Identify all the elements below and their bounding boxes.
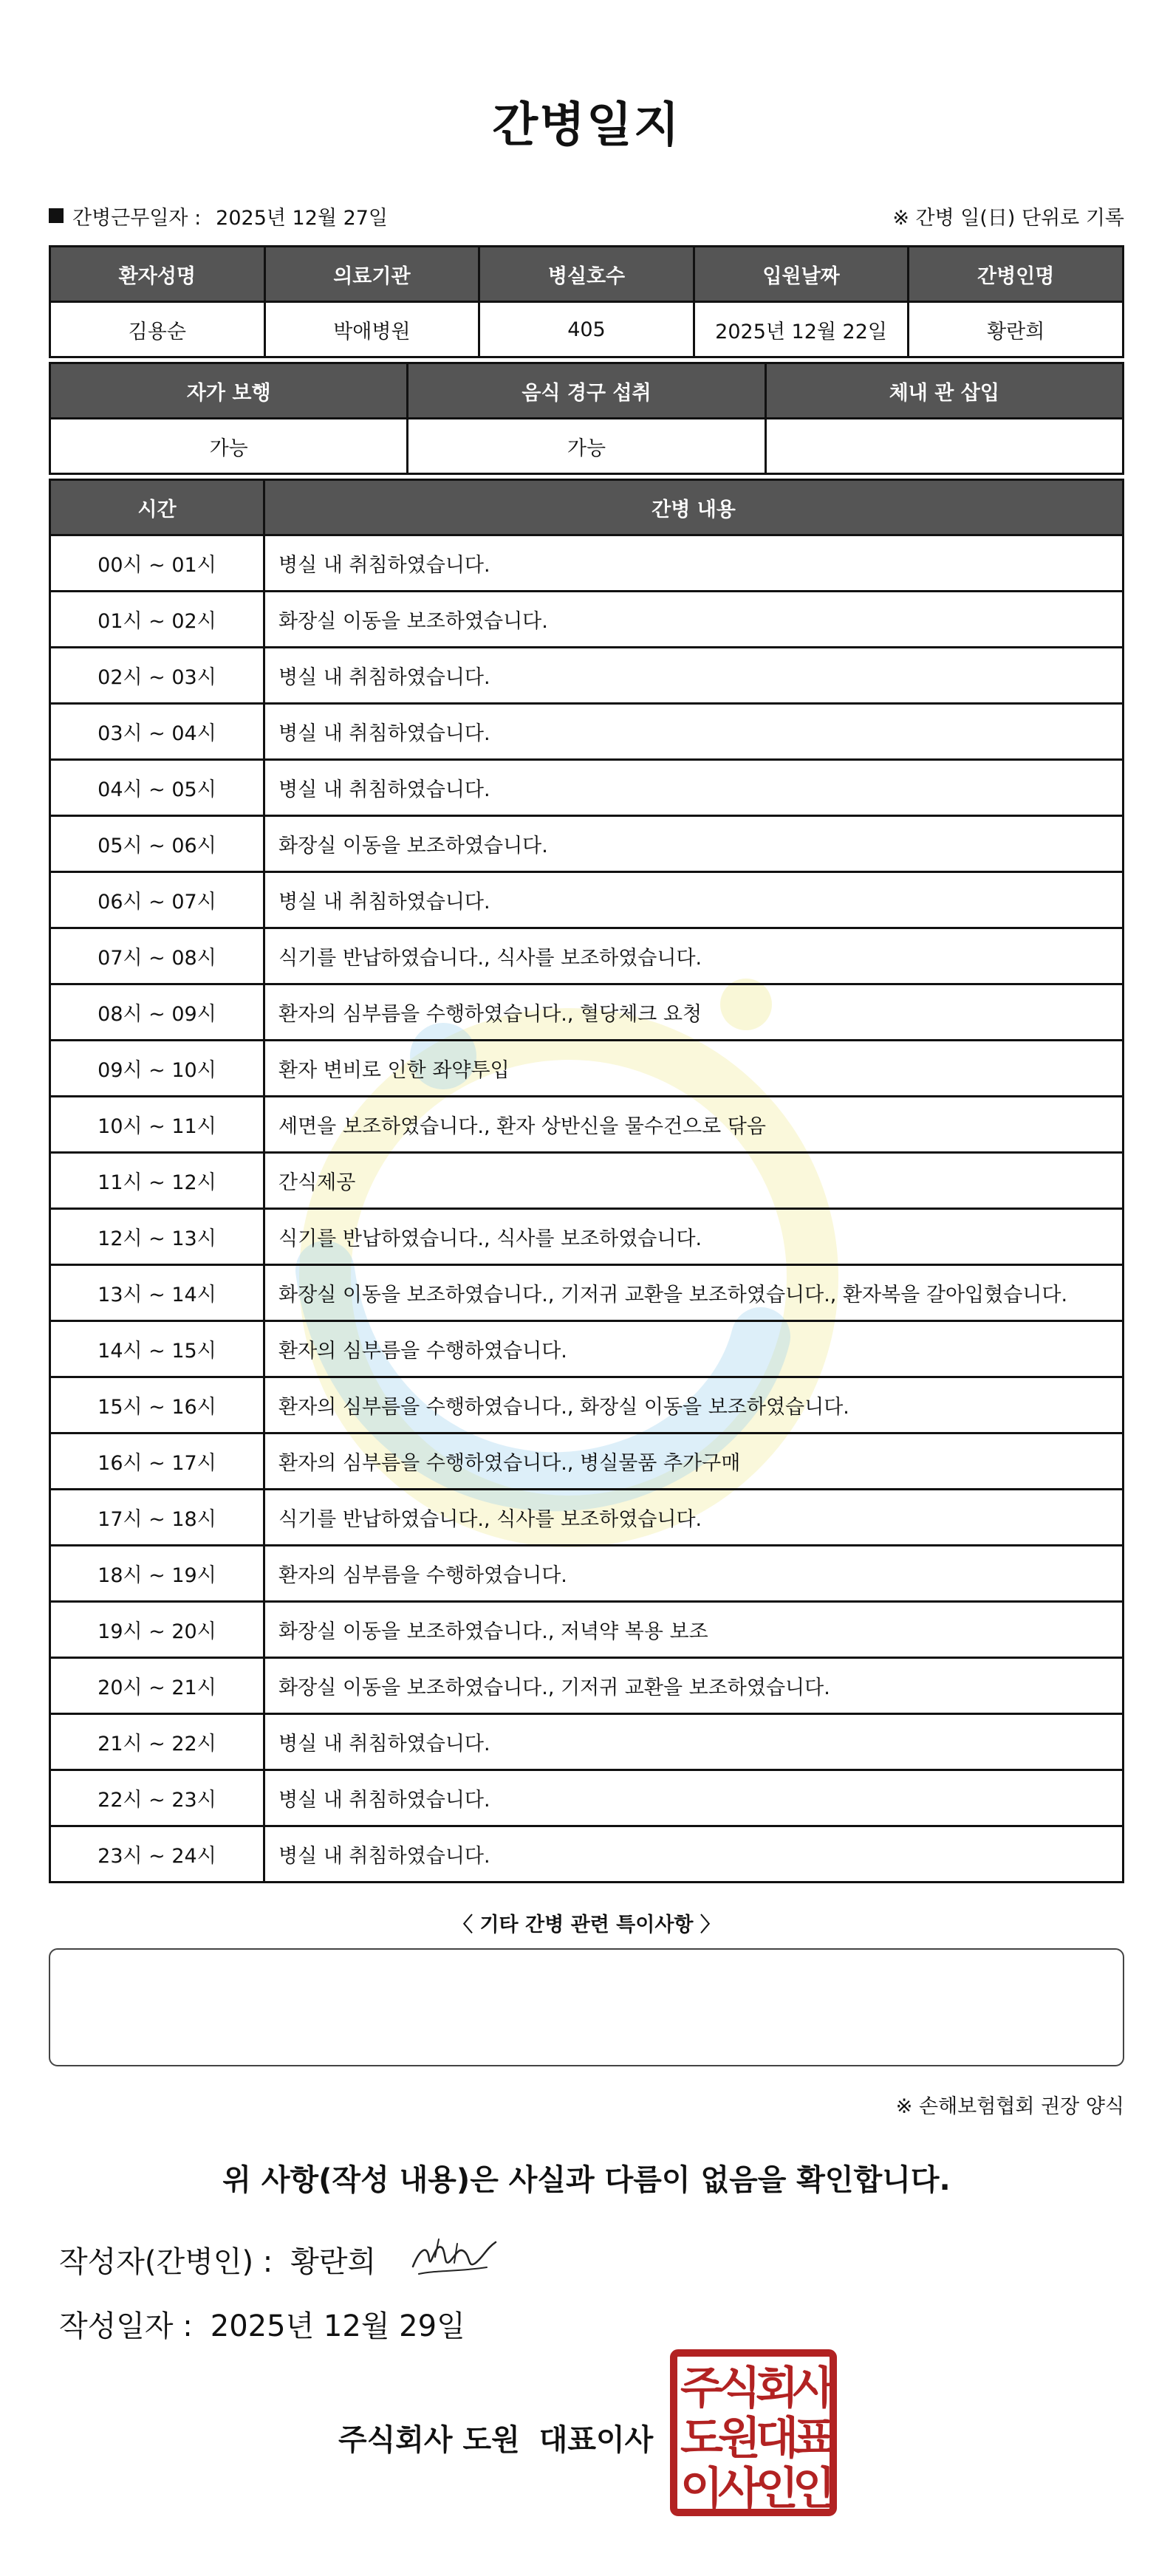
log-content: 식기를 반납하였습니다., 식사를 보조하였습니다. <box>264 1209 1124 1265</box>
log-time: 13시 ~ 14시 <box>50 1265 264 1321</box>
log-content: 환자의 심부름을 수행하였습니다. <box>264 1321 1124 1377</box>
daily-record-note: ※ 간병 일(日) 단위로 기록 <box>892 206 1124 230</box>
log-time: 22시 ~ 23시 <box>50 1770 264 1826</box>
log-content: 병실 내 취침하였습니다. <box>264 648 1124 704</box>
log-time: 05시 ~ 06시 <box>50 816 264 872</box>
table-row <box>50 1658 1124 1714</box>
table-row <box>50 1153 1124 1209</box>
log-content: 병실 내 취침하였습니다. <box>264 1770 1124 1826</box>
log-time: 20시 ~ 21시 <box>50 1658 264 1714</box>
table-row <box>50 648 1124 704</box>
svg-text:원: 원 <box>718 2413 761 2464</box>
patient-info-header-row <box>50 247 1124 302</box>
log-content: 환자의 심부름을 수행하였습니다., 화장실 이동을 보조하였습니다. <box>264 1377 1124 1433</box>
log-time: 01시 ~ 02시 <box>50 592 264 648</box>
log-time: 04시 ~ 05시 <box>50 760 264 816</box>
log-time: 19시 ~ 20시 <box>50 1602 264 1658</box>
svg-text:도: 도 <box>680 2413 723 2464</box>
oral-intake-value: 가능 <box>408 419 765 474</box>
table-row <box>50 535 1124 592</box>
svg-text:이: 이 <box>680 2463 723 2515</box>
log-content: 세면을 보조하였습니다., 환자 상반신을 물수건으로 닦음 <box>264 1097 1124 1153</box>
patient-info-table <box>49 245 1124 358</box>
header-tube-insertion: 체내 관 삽입 <box>765 363 1123 419</box>
company-row <box>338 2416 653 2459</box>
patient-status-table <box>49 362 1124 475</box>
other-notes-box <box>49 1948 1124 2066</box>
header-hospital: 의료기관 <box>264 247 479 302</box>
care-log-header-row <box>50 480 1124 535</box>
svg-text:대: 대 <box>756 2413 798 2464</box>
table-row <box>50 1321 1124 1377</box>
log-content: 병실 내 취침하였습니다. <box>264 535 1124 592</box>
write-date-row <box>59 2303 465 2345</box>
log-content: 환자의 심부름을 수행하였습니다., 병실물품 추가구매 <box>264 1433 1124 1490</box>
table-row <box>50 1377 1124 1433</box>
other-notes-title: 〈 기타 간병 관련 특이사항 〉 <box>453 1914 720 1936</box>
table-row <box>50 1770 1124 1826</box>
status-value-row <box>50 419 1124 474</box>
work-date-value: 2025년 12월 27일 <box>216 206 389 230</box>
svg-text:사: 사 <box>793 2363 835 2414</box>
log-time: 10시 ~ 11시 <box>50 1097 264 1153</box>
svg-text:주: 주 <box>680 2363 723 2414</box>
log-time: 21시 ~ 22시 <box>50 1714 264 1770</box>
log-content: 병실 내 취침하였습니다. <box>264 760 1124 816</box>
log-time: 09시 ~ 10시 <box>50 1041 264 1097</box>
hospital-name: 박애병원 <box>264 302 479 357</box>
header-time: 시간 <box>50 480 264 535</box>
log-content: 환자의 심부름을 수행하였습니다. <box>264 1546 1124 1602</box>
confirmation-statement: 위 사항(작성 내용)은 사실과 다름이 없음을 확인합니다. <box>222 2163 951 2197</box>
log-time: 00시 ~ 01시 <box>50 535 264 592</box>
table-row <box>50 1714 1124 1770</box>
svg-text:표: 표 <box>793 2413 835 2464</box>
admission-date: 2025년 12월 22일 <box>694 302 909 357</box>
form-source-note: ※ 손해보험협회 권장 양식 <box>895 2095 1124 2118</box>
svg-text:회: 회 <box>756 2363 798 2414</box>
log-content: 화장실 이동을 보조하였습니다. <box>264 592 1124 648</box>
patient-info-value-row <box>50 302 1124 357</box>
header-self-walking: 자가 보행 <box>50 363 408 419</box>
log-content: 화장실 이동을 보조하였습니다., 기저귀 교환을 보조하였습니다. <box>264 1658 1124 1714</box>
log-content: 환자 변비로 인한 좌약투입 <box>264 1041 1124 1097</box>
log-time: 12시 ~ 13시 <box>50 1209 264 1265</box>
black-square-icon <box>49 208 64 223</box>
caregiver-name: 황란희 <box>909 302 1124 357</box>
table-row <box>50 1602 1124 1658</box>
writer-row <box>59 2233 502 2285</box>
patient-name: 김용순 <box>50 302 265 357</box>
svg-text:인: 인 <box>756 2463 798 2515</box>
writer-label: 작성자(간병인) : <box>59 2244 273 2279</box>
table-row <box>50 1265 1124 1321</box>
self-walking-value: 가능 <box>50 419 408 474</box>
log-content: 병실 내 취침하였습니다. <box>264 872 1124 928</box>
table-row <box>50 872 1124 928</box>
room-number: 405 <box>479 302 694 357</box>
table-row <box>50 704 1124 760</box>
log-time: 18시 ~ 19시 <box>50 1546 264 1602</box>
log-content: 환자의 심부름을 수행하였습니다., 혈당체크 요청 <box>264 984 1124 1041</box>
header-admission-date: 입원날짜 <box>694 247 909 302</box>
table-row <box>50 984 1124 1041</box>
svg-text:식: 식 <box>718 2363 761 2414</box>
table-row <box>50 816 1124 872</box>
page-title: 간병일지 <box>492 98 681 153</box>
log-time: 03시 ~ 04시 <box>50 704 264 760</box>
write-date-label: 작성일자 : <box>59 2309 193 2343</box>
svg-text:인: 인 <box>793 2463 835 2515</box>
table-row <box>50 1433 1124 1490</box>
write-date-value: 2025년 12월 29일 <box>210 2309 465 2343</box>
log-content: 화장실 이동을 보조하였습니다., 저녁약 복용 보조 <box>264 1602 1124 1658</box>
table-row <box>50 1041 1124 1097</box>
log-content: 간식제공 <box>264 1153 1124 1209</box>
table-row <box>50 928 1124 984</box>
log-time: 07시 ~ 08시 <box>50 928 264 984</box>
log-time: 02시 ~ 03시 <box>50 648 264 704</box>
company-name: 주식회사 도원 <box>338 2423 520 2457</box>
writer-name: 황란희 <box>290 2244 377 2279</box>
log-time: 14시 ~ 15시 <box>50 1321 264 1377</box>
log-time: 15시 ~ 16시 <box>50 1377 264 1433</box>
tube-insertion-value <box>765 419 1123 474</box>
table-row <box>50 760 1124 816</box>
table-row <box>50 1097 1124 1153</box>
table-row <box>50 1826 1124 1883</box>
care-log-table <box>49 479 1124 1883</box>
log-content: 화장실 이동을 보조하였습니다. <box>264 816 1124 872</box>
log-time: 11시 ~ 12시 <box>50 1153 264 1209</box>
svg-text:사: 사 <box>718 2463 761 2515</box>
log-time: 16시 ~ 17시 <box>50 1433 264 1490</box>
work-date-label: 간병근무일자 : <box>72 206 202 230</box>
log-content: 화장실 이동을 보조하였습니다., 기저귀 교환을 보조하였습니다., 환자복을 갈아입혔습니다. <box>264 1265 1124 1321</box>
log-content: 병실 내 취침하였습니다. <box>264 1714 1124 1770</box>
log-time: 23시 ~ 24시 <box>50 1826 264 1883</box>
log-time: 08시 ~ 09시 <box>50 984 264 1041</box>
table-row <box>50 592 1124 648</box>
log-content: 병실 내 취침하였습니다. <box>264 1826 1124 1883</box>
work-date-row <box>49 201 1124 230</box>
header-room: 병실호수 <box>479 247 694 302</box>
header-caregiver-name: 간병인명 <box>909 247 1124 302</box>
table-row <box>50 1546 1124 1602</box>
header-patient-name: 환자성명 <box>50 247 265 302</box>
log-time: 17시 ~ 18시 <box>50 1490 264 1546</box>
log-content: 식기를 반납하였습니다., 식사를 보조하였습니다. <box>264 928 1124 984</box>
log-content: 식기를 반납하였습니다., 식사를 보조하였습니다. <box>264 1490 1124 1546</box>
table-row <box>50 1490 1124 1546</box>
status-header-row <box>50 363 1124 419</box>
company-seal-icon <box>669 2349 838 2517</box>
log-time: 06시 ~ 07시 <box>50 872 264 928</box>
signature-icon <box>406 2233 502 2285</box>
company-role: 대표이사 <box>538 2423 654 2457</box>
log-content: 병실 내 취침하였습니다. <box>264 704 1124 760</box>
header-oral-intake: 음식 경구 섭취 <box>408 363 765 419</box>
table-row <box>50 1209 1124 1265</box>
header-care-content: 간병 내용 <box>264 480 1124 535</box>
